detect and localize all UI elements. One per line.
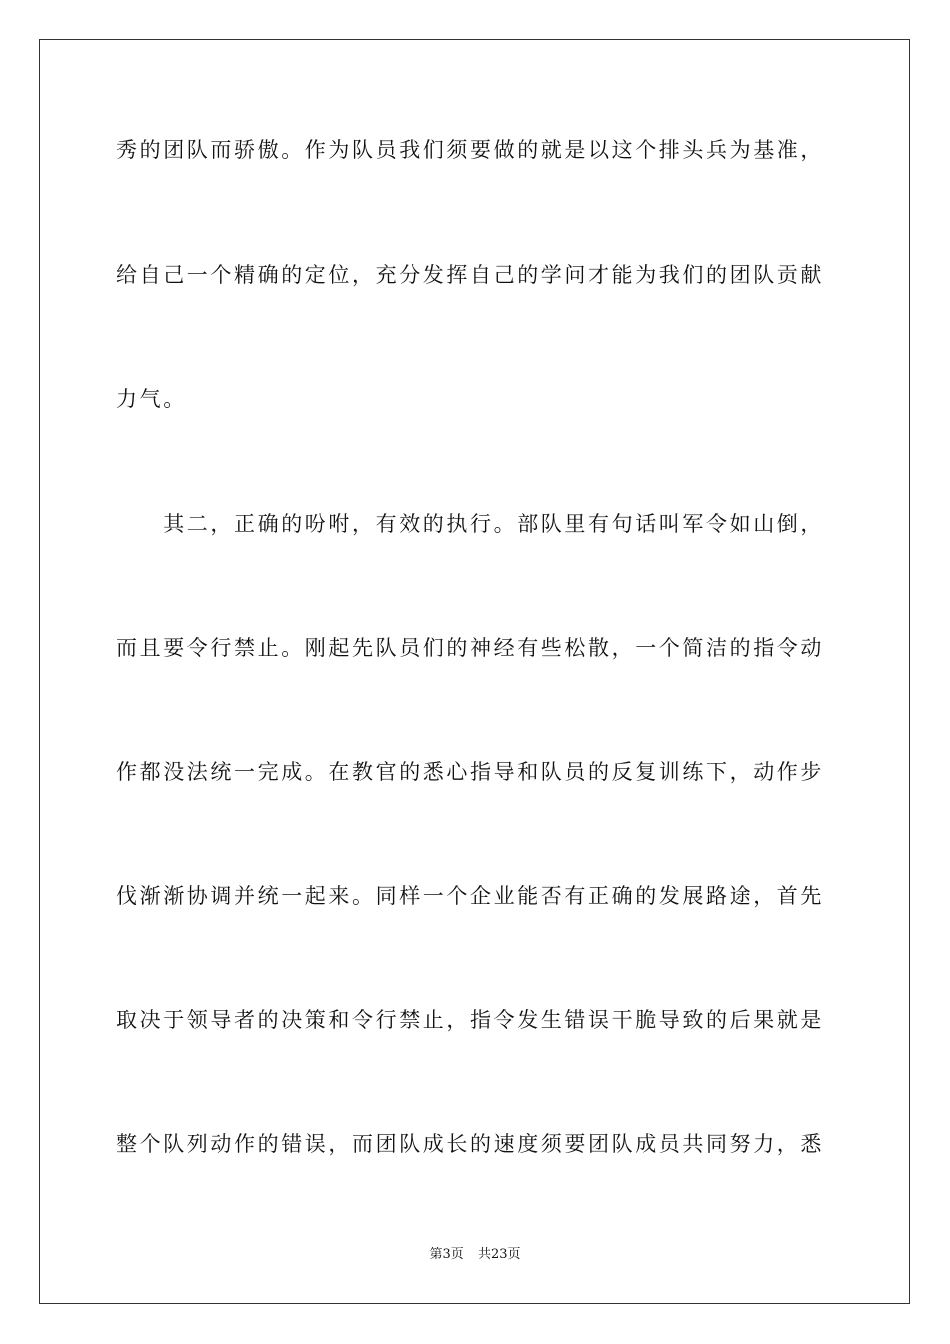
page-footer (0, 1246, 950, 1264)
text-line: 取决于领导者的决策和令行禁止，指令发生错误干脆导致的后果就是 (116, 1008, 824, 1032)
text-line: 整个队列动作的错误，而团队成长的速度须要团队成员共同努力，悉 (116, 1132, 824, 1156)
text-line: 给自己一个精确的定位，充分发挥自己的学问才能为我们的团队贡献 (116, 263, 824, 287)
text-line: 其二，正确的吩咐，有效的执行。部队里有句话叫军令如山倒， (116, 512, 824, 536)
text-line: 力气。 (116, 387, 187, 411)
total-pages: 共23页 (477, 1247, 521, 1262)
text-line: 秀的团队而骄傲。作为队员我们须要做的就是以这个排头兵为基准， (116, 138, 824, 162)
page-number: 第3页 (429, 1247, 464, 1262)
text-line: 而且要令行禁止。刚起先队员们的神经有些松散，一个简洁的指令动 (116, 636, 824, 660)
text-line: 作都没法统一完成。在教官的悉心指导和队员的反复训练下，动作步 (116, 760, 824, 784)
text-line: 伐渐渐协调并统一起来。同样一个企业能否有正确的发展路途，首先 (116, 884, 824, 908)
page-frame (39, 39, 910, 1304)
